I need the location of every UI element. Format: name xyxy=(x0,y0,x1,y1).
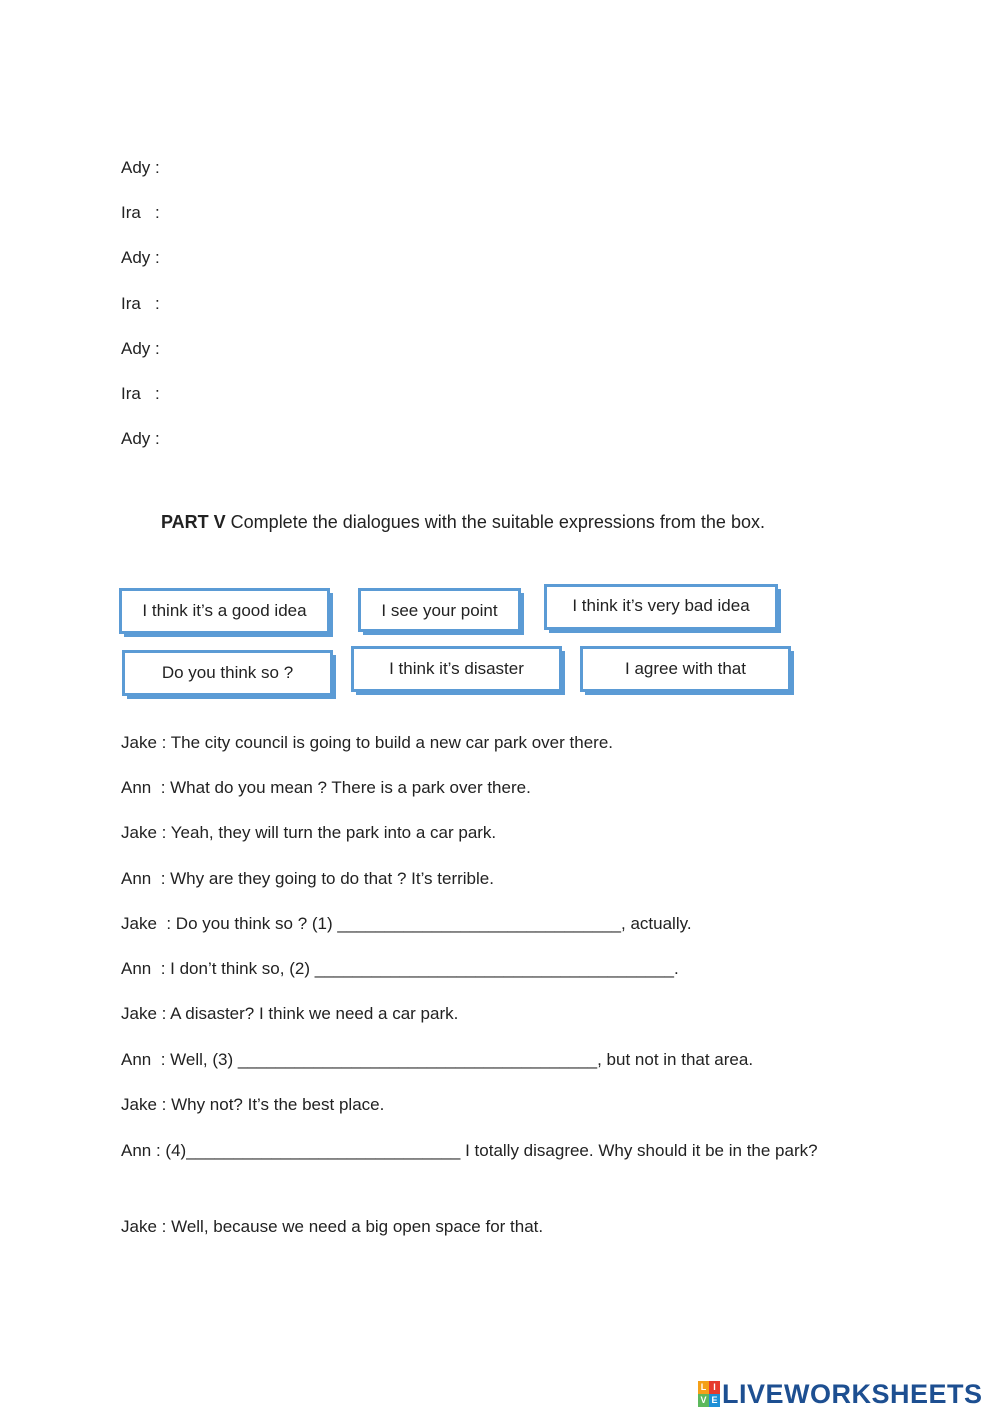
expression-box xyxy=(544,584,778,630)
expression-text: I think it’s disaster xyxy=(389,659,524,678)
dialogue-line: Jake : Why not? It’s the best place. xyxy=(121,1095,385,1114)
dialogue-line: Ann : Why are they going to do that ? It’s terrible. xyxy=(121,869,494,888)
logo-grid-icon xyxy=(698,1381,720,1407)
speaker-line: Ira : xyxy=(121,294,160,313)
logo-letter: L xyxy=(698,1381,709,1394)
expression-box xyxy=(351,646,562,692)
expression-text: I think it’s very bad idea xyxy=(572,596,750,615)
expression-text: I see your point xyxy=(381,601,498,620)
dialogue-line: Jake : Do you think so ? (1) ______________________________, actually. xyxy=(121,914,692,933)
expression-text: I think it’s a good idea xyxy=(142,601,307,620)
logo-text: LIVEWORKSHEETS xyxy=(722,1378,983,1409)
part-instruction: Complete the dialogues with the suitable expressions from the box. xyxy=(225,512,765,532)
dialogue-line: Ann : What do you mean ? There is a park over there. xyxy=(121,778,531,797)
expression-box xyxy=(119,588,330,634)
speaker-line: Ady : xyxy=(121,248,160,267)
expression-box xyxy=(580,646,791,692)
liveworksheets-logo[interactable] xyxy=(698,1378,983,1410)
dialogue-line: Jake : Well, because we need a big open space for that. xyxy=(121,1217,544,1236)
expression-box xyxy=(122,650,333,696)
expression-text: I agree with that xyxy=(625,659,746,678)
dialogue-line: Jake : Yeah, they will turn the park into a car park. xyxy=(121,823,497,842)
part-heading xyxy=(161,511,765,533)
part-label: PART V xyxy=(161,512,226,532)
expression-box xyxy=(358,588,521,632)
speaker-line: Ira : xyxy=(121,203,160,222)
dialogue-line: Jake : A disaster? I think we need a car park. xyxy=(121,1004,459,1023)
dialogue-line: Ann : (4)_____________________________ I totally disagree. Why should it be in the park? xyxy=(121,1141,818,1160)
dialogue-line: Ann : Well, (3) ______________________________________, but not in that area. xyxy=(121,1050,754,1069)
logo-letter: I xyxy=(709,1381,720,1394)
dialogue-line: Jake : The city council is going to build a new car park over there. xyxy=(121,733,613,752)
speaker-line: Ady : xyxy=(121,429,160,448)
logo-letter: V xyxy=(698,1394,709,1407)
logo-letter: E xyxy=(709,1394,720,1407)
speaker-line: Ady : xyxy=(121,158,160,177)
expression-text: Do you think so ? xyxy=(161,663,294,682)
dialogue-line: Ann : I don’t think so, (2) ______________________________________. xyxy=(121,959,679,978)
speaker-line: Ira : xyxy=(121,384,160,403)
speaker-line: Ady : xyxy=(121,339,160,358)
